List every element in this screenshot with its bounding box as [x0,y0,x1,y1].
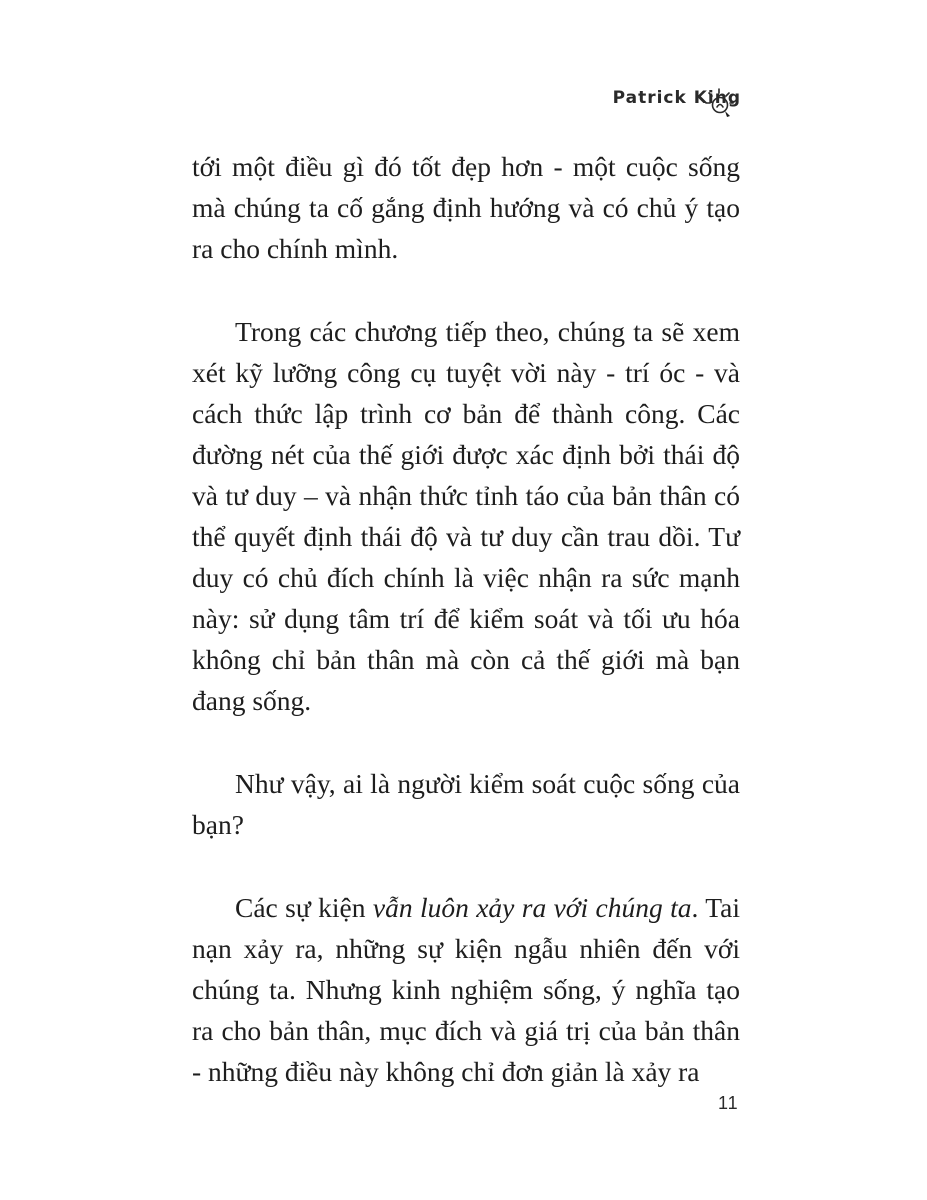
body-text [192,146,740,1134]
paragraph-tail: . Tai nạn xảy ra, những sự kiện ngẫu nhiên đến với chúng ta. Nhưng kinh nghiệm sống, ý nghĩa tạo ra cho bản thân, mục đích và giá trị của bản thân - những điều này không chỉ đơn giản là xảy ra [192,892,740,1087]
paragraph: Như vậy, ai là người kiểm soát cuộc sống của bạn? [192,768,740,840]
paragraph: tới một điều gì đó tốt đẹp hơn - một cuộc sống mà chúng ta cố gắng định hướng và có chủ ý tạo ra cho chính mình. [192,151,740,264]
page-number: 11 [718,1093,739,1113]
paragraph [192,887,740,1092]
emphasis-text: vẫn luôn xảy ra với chúng ta [372,892,692,923]
paragraph-lead: Các sự kiện [235,892,373,923]
lightbulb-icon [703,86,739,122]
running-header-author: Patrick King [612,88,741,108]
paragraph: Trong các chương tiếp theo, chúng ta sẽ xem xét kỹ lưỡng công cụ tuyệt vời này - trí óc - và cách thức lập trình cơ bản để thành công. Các đường nét của thế giới được xác định bởi thái độ và tư duy – và nhận thức tỉnh táo của bản thân có thể quyết định thái độ và tư duy cần trau dồi. Tư duy có chủ đích chính là việc nhận ra sức mạnh này: sử dụng tâm trí để kiểm soát và tối ưu hóa không chỉ bản thân mà còn cả thế giới mà bạn đang sống. [192,316,740,716]
